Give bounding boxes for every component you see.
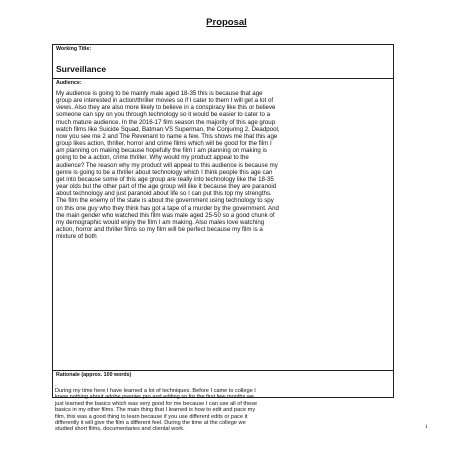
text-line: mixture of both (56, 233, 97, 241)
text-line: about technology and just paranoid about life so I can put this top my strengths. (56, 190, 272, 198)
rationale-paragraph (55, 388, 395, 433)
text-line: basics in my other films. The main thing that I learned is how to edit and pace my (55, 407, 256, 414)
text-line: watch films like Suicide Squad, Batman VS Superman, the Conjuring 2, Deadpool, (56, 125, 280, 133)
text-line: studied short films, documentaries and cliental work. (55, 426, 185, 433)
text-line: My audience is going to be mainly male aged 18-35 this is because that age (56, 90, 263, 97)
text-line: the main gender who watched this film was male aged 25-50 so a good chunk of (56, 211, 275, 219)
text-line: someone can spy on you through technology so it would be easier to cater to a (56, 111, 271, 119)
text-line: group are interested in action/thriller movies so if I cater to them I will get a lot of (56, 97, 274, 105)
audience-row (53, 79, 393, 370)
text-line: just learned the basics which was very good for me because I can use all of these (55, 400, 258, 407)
text-line: film, this was a good thing to learn because if you use different edits or pace it (55, 413, 248, 420)
text-line: views. Also they are also more likely to believe in a conspiracy like this or believe (56, 104, 276, 112)
rationale-label: Rationale (approx. 100 words) (56, 372, 132, 378)
rationale-marker: . (55, 382, 57, 388)
text-line: During my time here I have learned a lot of techniques. Before I came to college I (55, 388, 256, 394)
text-line: group likes action, thriller, horror and crime films which will be good for the film I (56, 140, 272, 148)
audience-paragraph (56, 90, 392, 240)
text-line: audience? The reason why my product will appeal to this audience is because my (56, 161, 278, 169)
text-line: action, horror and thriller films so my film will be perfect because my film is a (56, 225, 263, 233)
document-title: Proposal (206, 17, 247, 28)
text-line: year olds but the other part of the age group will like it because they are paranoid (56, 183, 277, 191)
text-line: on this one guy who they think has got a tape of a murder by the government. And (56, 204, 279, 212)
text-line: going to be a action, crime thriller. Why would my product appeal to the (56, 154, 249, 162)
text-line: much mature audience. In the 2016-17 film season the majority of this age group (56, 118, 276, 126)
text-line: am planning on making because hopefully the film I am planning on making is (56, 147, 267, 155)
working-title-row (53, 45, 393, 78)
working-title-value: Surveillance (56, 64, 107, 74)
text-line: knew nothing about adobe premier pro and editing so for the first few months we (55, 394, 255, 401)
text-line: now you see me 2 and The Revenant to name a few. This shows me that this age (56, 132, 278, 140)
text-line: genre is going to be a thriller about technology which I think people this age can (56, 168, 273, 176)
working-title-label: Working Title: (56, 46, 92, 52)
page-number: 1 (425, 424, 428, 430)
proposal-form-table (52, 44, 394, 401)
audience-label: Audience: (56, 80, 82, 86)
text-line: my demographic would enjoy the film I am making. Also males love watching (56, 218, 265, 226)
text-line: differently it will give the film a different feel. During the time at the college we (55, 420, 246, 427)
text-line: The film the enemy of the state is about the government using technology to spy (56, 197, 274, 205)
text-line: get into because some of this age group are really into technology like the 18-35 (56, 175, 274, 183)
